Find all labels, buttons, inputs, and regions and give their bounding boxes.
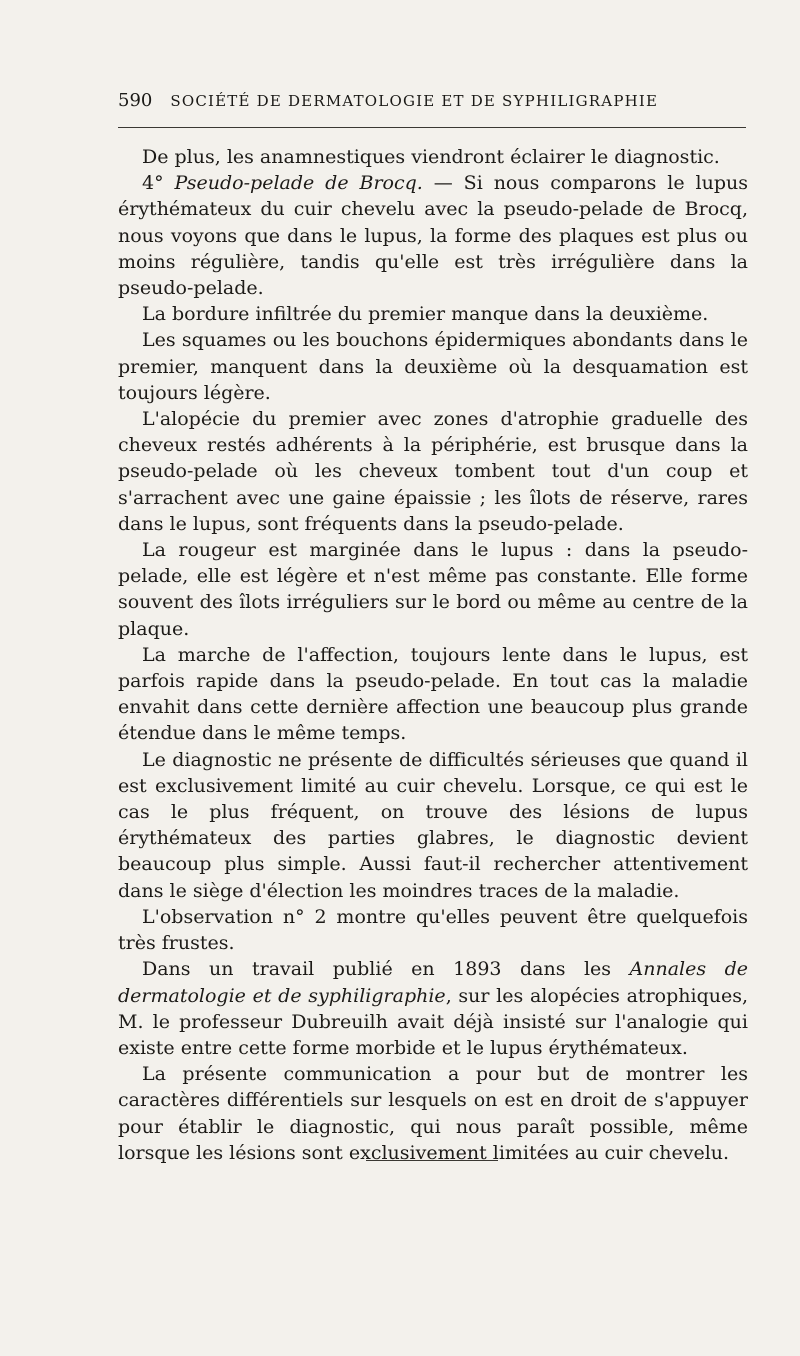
running-header [118,90,748,111]
header-rule [118,127,746,128]
section-heading: Pseudo-pelade de Brocq. [174,172,423,195]
paragraph: L'observation n° 2 montre qu'elles peuvent être quelquefois très frustes. [118,905,748,955]
body-text [118,144,748,1166]
paragraph: La rougeur est marginée dans le lupus : dans la pseudo-pelade, elle est légère et n'est même pas constante. Elle forme souvent des îlots irréguliers sur le bord ou même au centre de la plaque. [118,539,748,640]
paragraph: La marche de l'affection, toujours lente dans le lupus, est parfois rapide dans la pseudo-pelade. En tout cas la maladie envahit dans cette dernière affection une beaucoup plus grande étendue dans le même temps. [118,643,748,745]
paragraph: La présente communication a pour but de montrer les caractères différentiels sur lesquels on est en droit de s'appuyer pour établir le diagnostic, qui nous paraît possible, même lorsque les lésions sont exclusivement limitées au cuir chevelu. [118,1063,748,1164]
paragraph: 4° Pseudo-pelade de Brocq. — Si nous comparons le lupus érythémateux du cuir chevelu avec la pseudo-pelade de Brocq, nous voyons que dans le lupus, la forme des plaques est plus ou moins régulière, tandis qu'elle est très irrégulière dans la pseudo-pelade. [118,172,748,300]
paragraph: L'alopécie du premier avec zones d'atrophie graduelle des cheveux restés adhérents à la périphérie, est brusque dans la pseudo-pelade où les cheveux tombent tout d'un coup et s'arrachent avec une gaine épaissie ; les îlots de réserve, rares dans le lupus, sont fréquents dans la pseudo-pelade. [118,408,748,535]
paragraph: Les squames ou les bouchons épidermiques abondants dans le premier, manquent dans la deuxième où la desquamation est toujours légère. [118,329,748,404]
paragraph: Dans un travail publié en 1893 dans les Annales de dermatologie et de syphiligraphie, sur les alopécies atrophiques, M. le professeur Dubreuilh avait déjà insisté sur l'analogie qui existe entre cette forme morbide et le lupus érythémateux. [118,958,748,1059]
running-title: SOCIÉTÉ DE DERMATOLOGIE ET DE SYPHILIGRAPHIE [170,92,659,110]
paragraph: La bordure infiltrée du premier manque dans la deuxième. [142,303,709,326]
page-number: 590 [118,90,153,111]
journal-title: Annales de dermatologie et de syphiligraphie [118,958,748,1007]
paragraph: Le diagnostic ne présente de difficultés sérieuses que quand il est exclusivement limité au cuir chevelu. Lorsque, ce qui est le cas le plus fréquent, on trouve des lésions de lupus érythémateux des parties glabres, le diagnostic devient beaucoup plus simple. Aussi faut-il rechercher attentivement dans le siège d'élection les moindres traces de la maladie. [118,748,748,902]
end-rule [366,1160,498,1161]
paragraph: De plus, les anamnestiques viendront éclairer le diagnostic. [142,146,720,168]
